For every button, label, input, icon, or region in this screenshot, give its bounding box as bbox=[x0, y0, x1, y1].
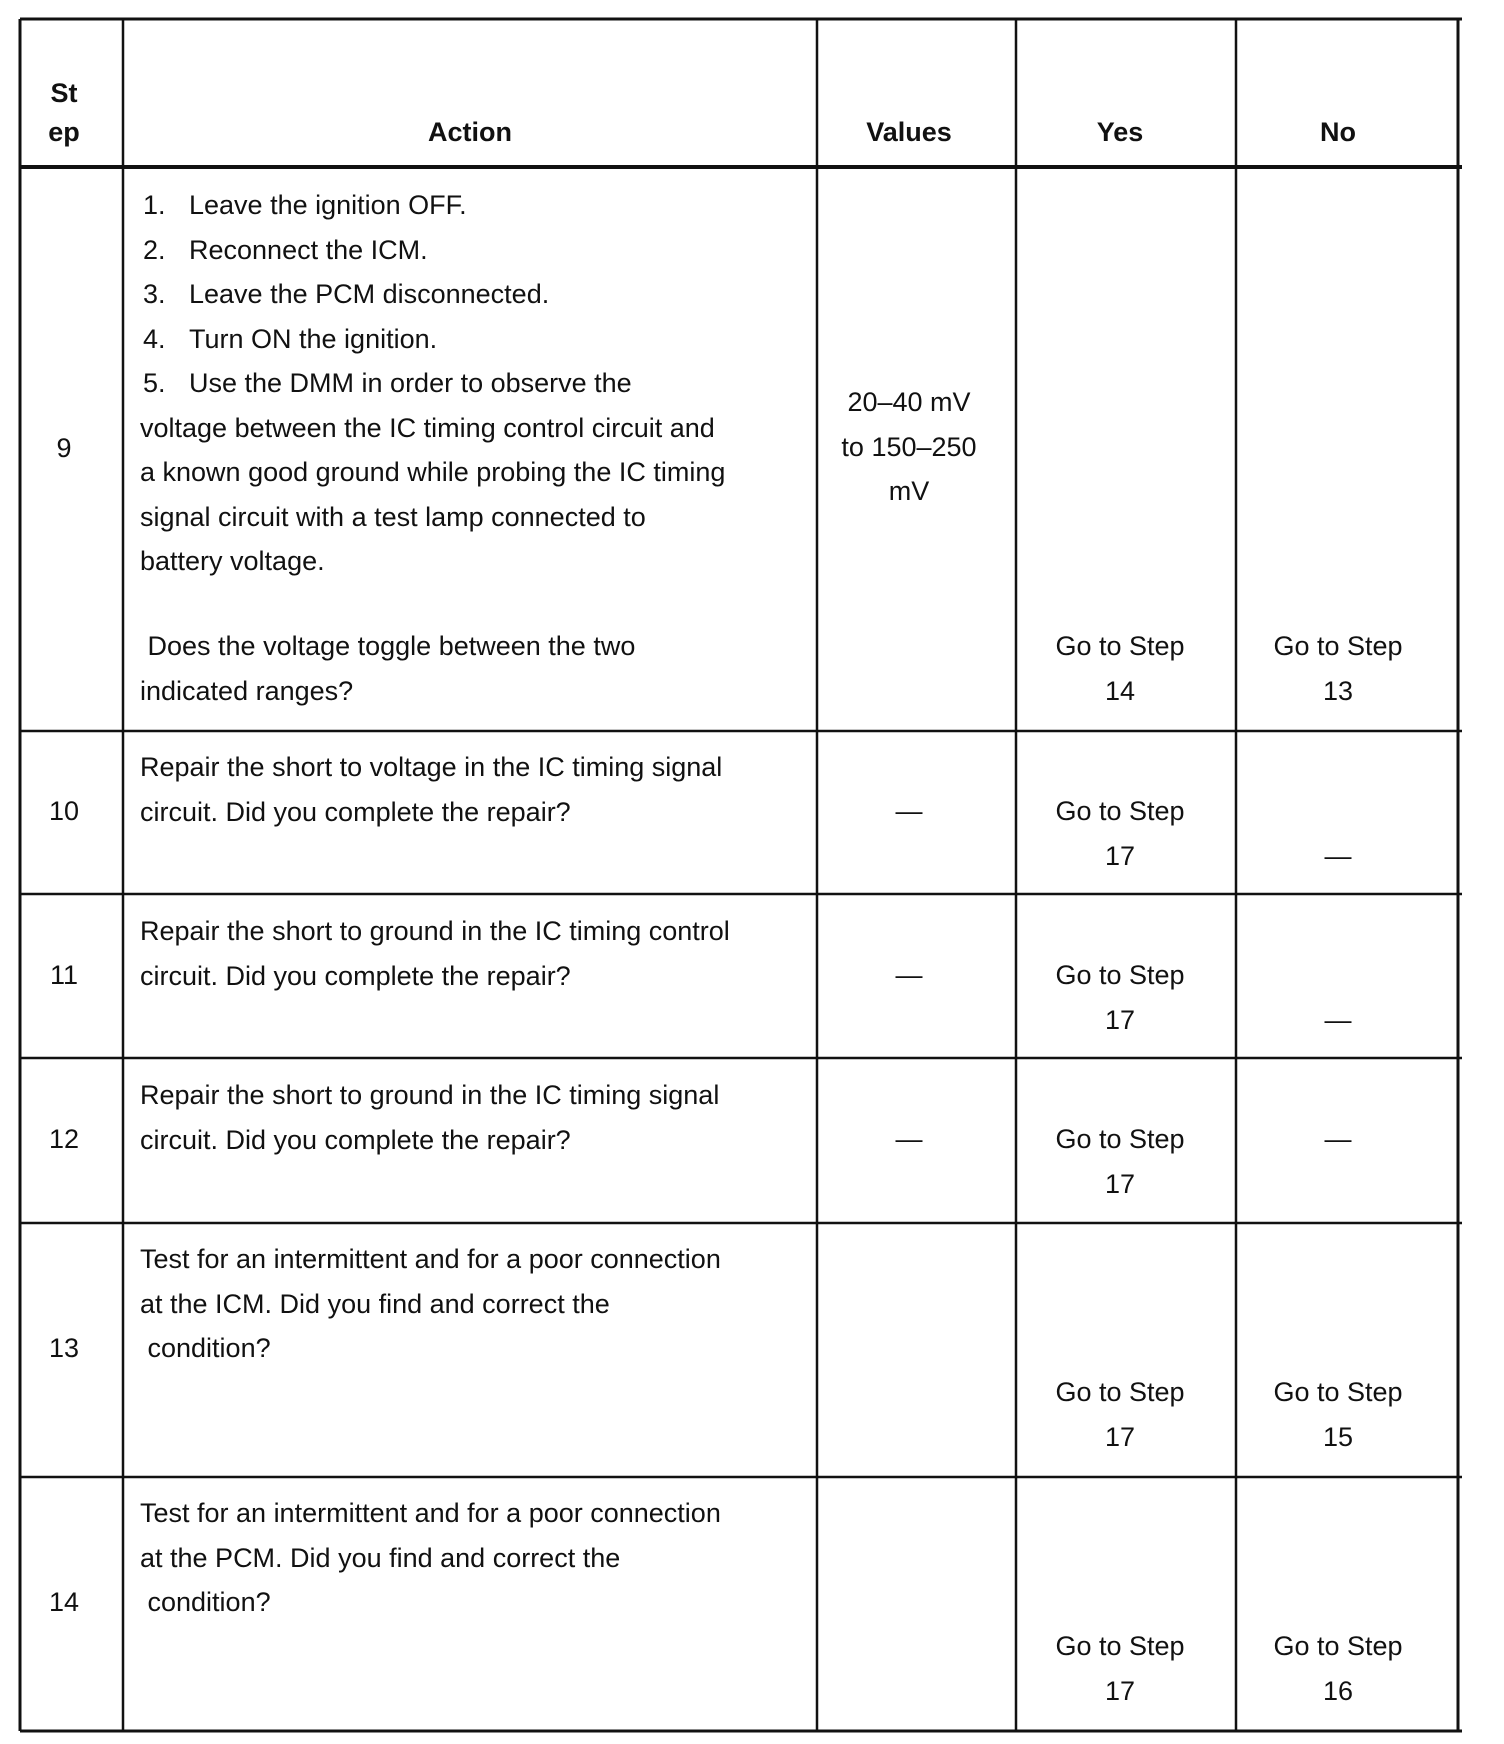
goto-step-number: 17 bbox=[1104, 1421, 1136, 1452]
row-9-yes bbox=[1020, 624, 1220, 713]
row-13-no bbox=[1238, 1370, 1438, 1459]
goto-step-number: 13 bbox=[1322, 675, 1354, 706]
action-text-line: condition? bbox=[140, 1333, 271, 1363]
row-10-values: — bbox=[895, 796, 923, 826]
header-step-line1: St bbox=[50, 78, 78, 108]
action-text-line: at the PCM. Did you find and correct the bbox=[140, 1542, 621, 1573]
row-10-step: 10 bbox=[48, 796, 80, 826]
header-yes: Yes bbox=[1096, 117, 1144, 147]
row-14-action bbox=[140, 1491, 750, 1625]
row-14-no bbox=[1238, 1624, 1438, 1713]
row-11-values: — bbox=[895, 960, 923, 990]
row-11-action bbox=[140, 909, 750, 998]
header-step-line2: ep bbox=[48, 117, 80, 147]
goto-label: Go to Step bbox=[1273, 1377, 1403, 1407]
action-text-line: at the ICM. Did you find and correct the bbox=[140, 1288, 610, 1319]
row-9-no bbox=[1238, 624, 1438, 713]
action-step-item: 1. Leave the ignition OFF. bbox=[143, 190, 467, 220]
action-text-line: condition? bbox=[140, 1587, 271, 1617]
goto-step-number: 17 bbox=[1104, 840, 1136, 871]
goto-label: Go to Step bbox=[1055, 631, 1185, 661]
action-step-item: 4. Turn ON the ignition. bbox=[143, 323, 438, 354]
goto-label: Go to Step bbox=[1055, 1631, 1185, 1661]
goto-step-number: 17 bbox=[1104, 1168, 1136, 1199]
row-10-no: — bbox=[1324, 841, 1352, 871]
action-step-item: 5. Use the DMM in order to observe the bbox=[143, 368, 632, 398]
goto-step-number: 16 bbox=[1322, 1675, 1354, 1706]
action-text-line: a known good ground while probing the IC timing bbox=[140, 457, 726, 487]
action-text-line: voltage between the IC timing control circuit and bbox=[140, 412, 715, 443]
header-values: Values bbox=[866, 117, 952, 147]
action-text-line: Test for an intermittent and for a poor connection bbox=[140, 1244, 721, 1274]
row-12-step: 12 bbox=[48, 1124, 80, 1154]
goto-step-number: 14 bbox=[1104, 675, 1136, 706]
row-12-values: — bbox=[895, 1124, 923, 1154]
header-step bbox=[25, 74, 103, 152]
row-9-step: 9 bbox=[56, 433, 72, 463]
row-12-no: — bbox=[1324, 1124, 1352, 1154]
action-text-line: Repair the short to ground in the IC timing signal bbox=[140, 1080, 720, 1110]
action-step-item: 3. Leave the PCM disconnected. bbox=[143, 279, 550, 309]
value-line: 20–40 mV bbox=[847, 387, 971, 417]
goto-label: Go to Step bbox=[1055, 1124, 1185, 1154]
row-11-yes bbox=[1020, 953, 1220, 1042]
goto-step-number: 17 bbox=[1104, 1675, 1136, 1706]
row-13-yes bbox=[1020, 1370, 1220, 1459]
action-text-line: Repair the short to voltage in the IC timing signal bbox=[140, 752, 723, 782]
goto-step-number: 17 bbox=[1104, 1004, 1136, 1035]
row-10-yes bbox=[1020, 789, 1220, 878]
question-line: Does the voltage toggle between the two bbox=[140, 631, 636, 661]
goto-label: Go to Step bbox=[1055, 1377, 1185, 1407]
row-12-action bbox=[140, 1073, 750, 1162]
row-14-yes bbox=[1020, 1624, 1220, 1713]
action-text-line: circuit. Did you complete the repair? bbox=[140, 796, 571, 827]
goto-label: Go to Step bbox=[1055, 960, 1185, 990]
row-13-step: 13 bbox=[48, 1333, 80, 1363]
goto-label: Go to Step bbox=[1273, 631, 1403, 661]
row-9-action bbox=[140, 183, 750, 584]
row-11-no: — bbox=[1324, 1005, 1352, 1035]
action-text-line: Test for an intermittent and for a poor connection bbox=[140, 1498, 721, 1528]
action-text-line: battery voltage. bbox=[140, 546, 325, 576]
question-line: indicated ranges? bbox=[140, 675, 354, 706]
row-11-step: 11 bbox=[49, 960, 79, 990]
value-line: mV bbox=[888, 476, 930, 506]
value-line: to 150–250 bbox=[841, 431, 977, 462]
goto-label: Go to Step bbox=[1055, 796, 1185, 826]
action-text-line: circuit. Did you complete the repair? bbox=[140, 960, 571, 991]
goto-label: Go to Step bbox=[1273, 1631, 1403, 1661]
goto-step-number: 15 bbox=[1322, 1421, 1354, 1452]
action-text-line: circuit. Did you complete the repair? bbox=[140, 1124, 571, 1155]
action-text-line: signal circuit with a test lamp connected to bbox=[140, 501, 646, 532]
row-14-step: 14 bbox=[48, 1587, 80, 1617]
action-text-line: Repair the short to ground in the IC timing control bbox=[140, 916, 730, 946]
row-9-values bbox=[820, 380, 998, 514]
header-action: Action bbox=[428, 117, 512, 147]
row-9-question bbox=[140, 624, 750, 713]
header-no: No bbox=[1320, 117, 1356, 147]
row-10-action bbox=[140, 745, 750, 834]
row-13-action bbox=[140, 1237, 750, 1371]
row-12-yes bbox=[1020, 1117, 1220, 1206]
action-step-item: 2. Reconnect the ICM. bbox=[143, 234, 428, 265]
